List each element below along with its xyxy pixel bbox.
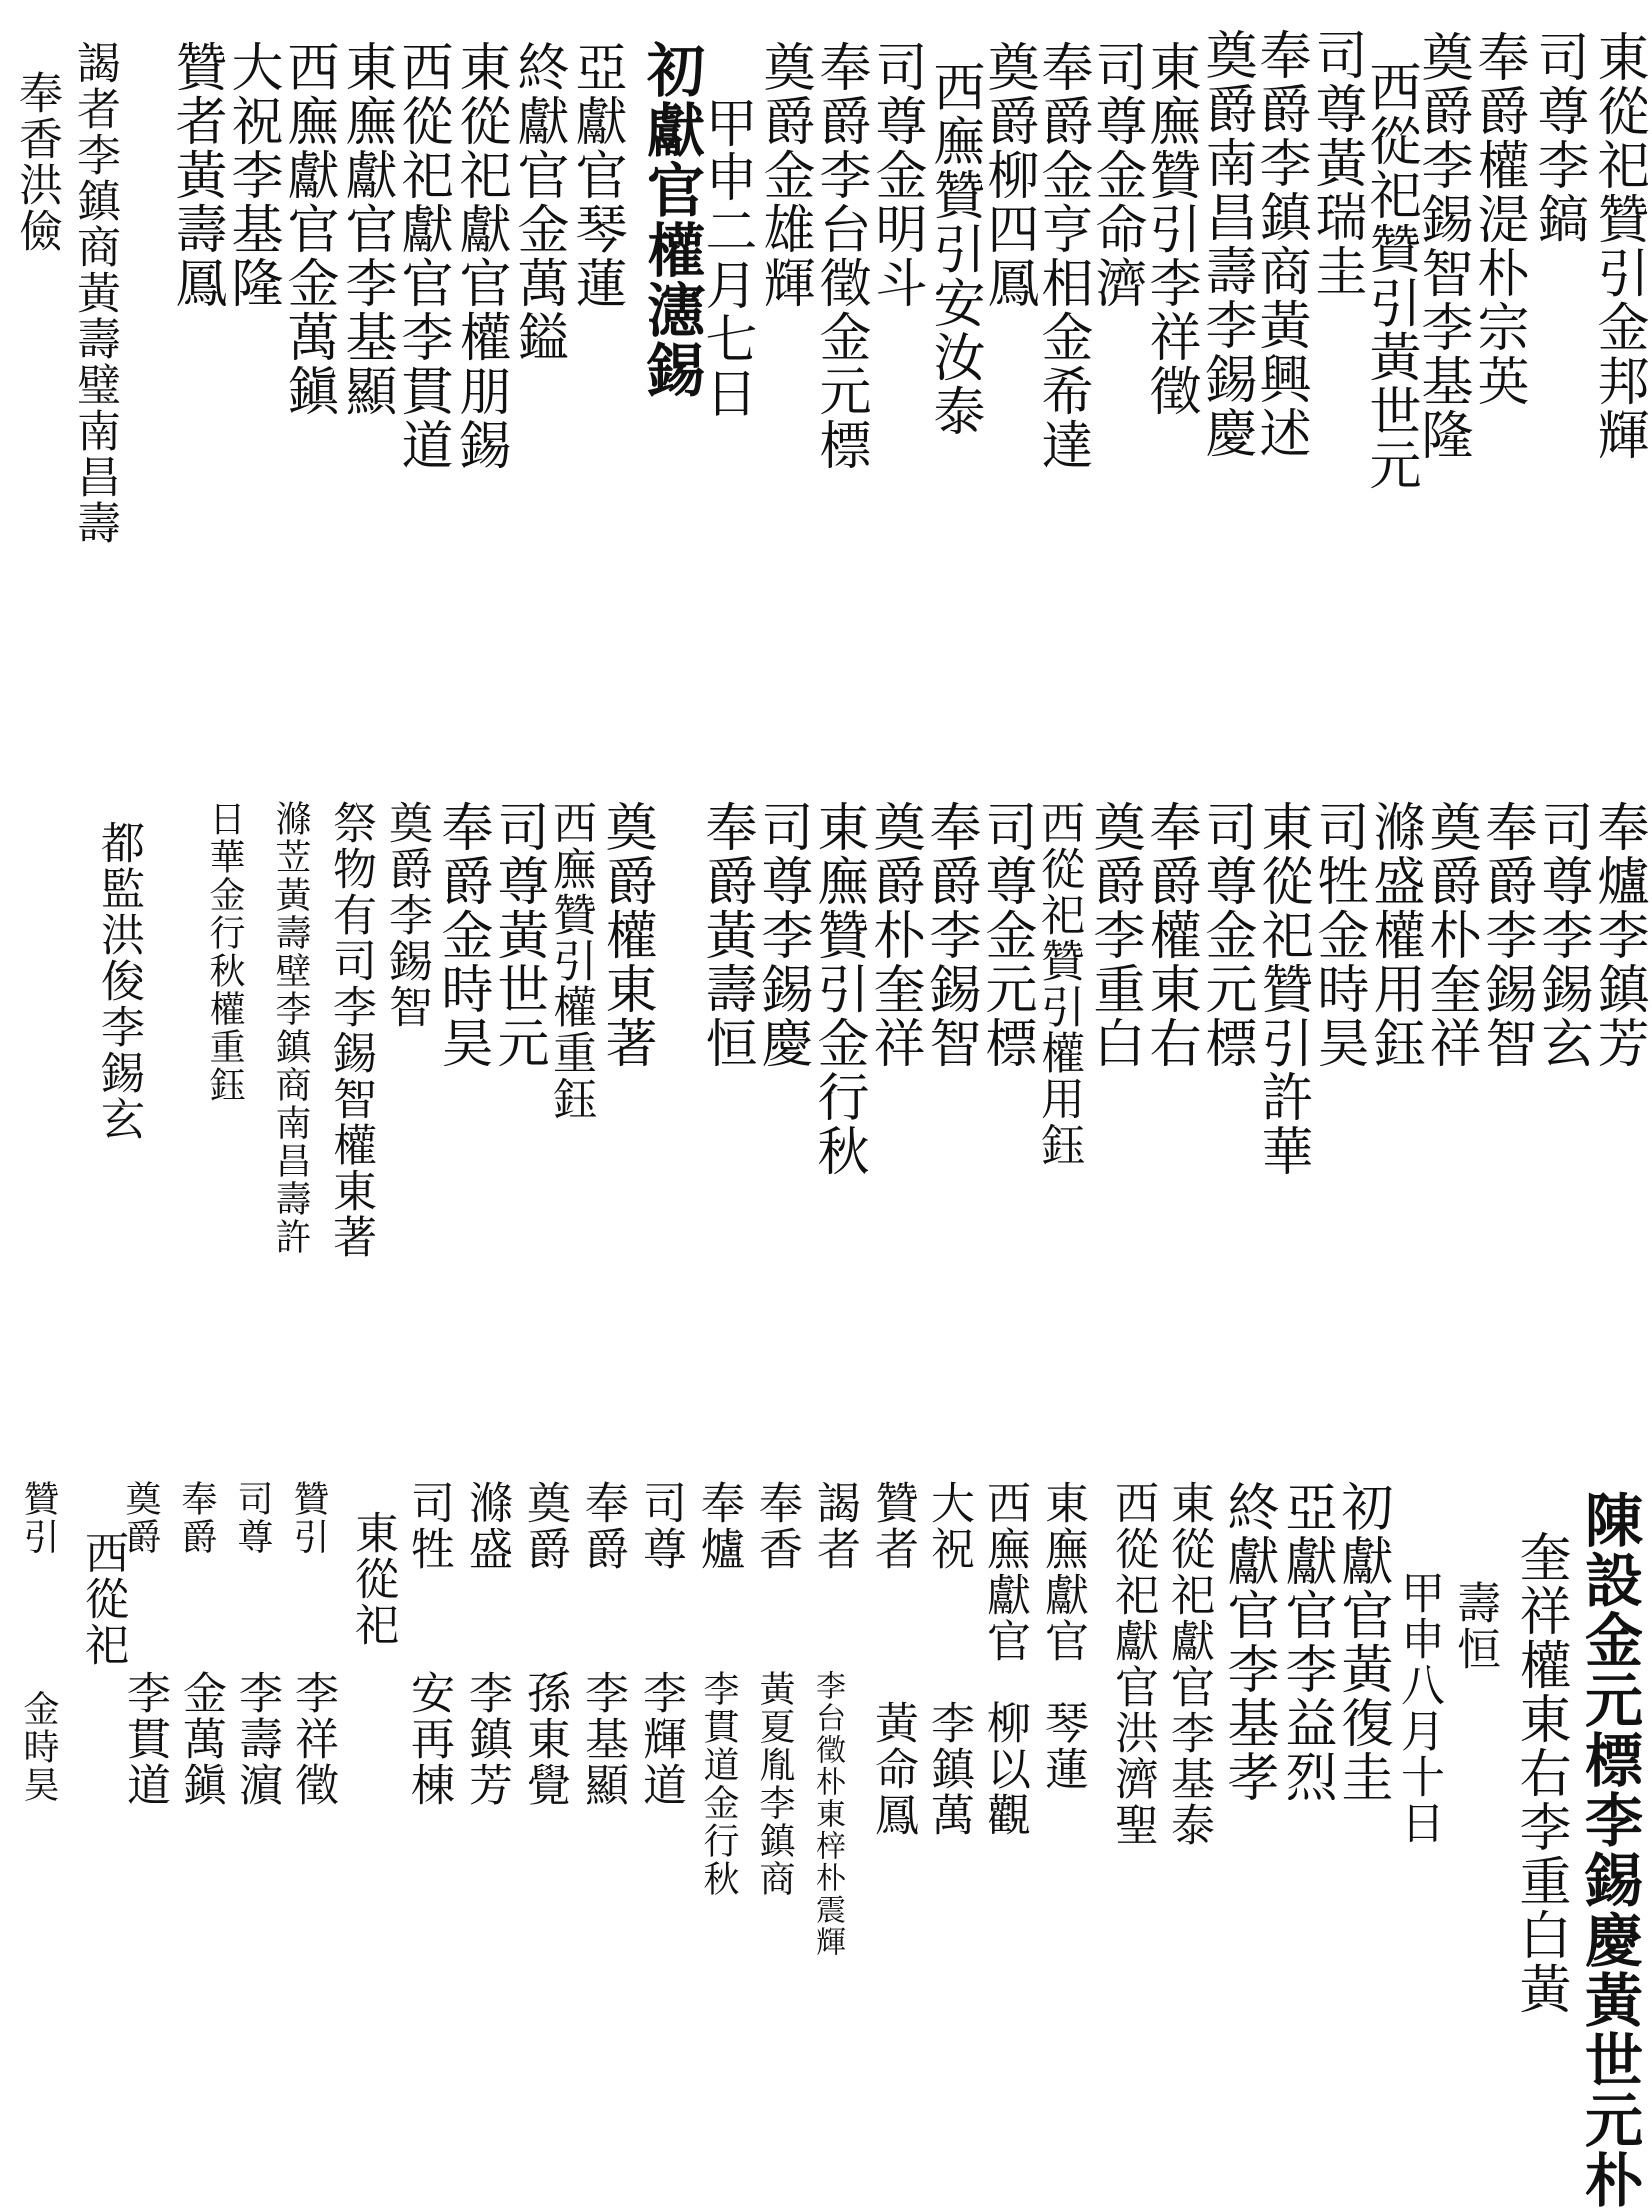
role-label: 司牲 bbox=[403, 1480, 454, 1572]
roster-column: 大祝李基隆 bbox=[222, 40, 282, 310]
name-entry: 金萬鎭 bbox=[175, 1670, 226, 1808]
role-label: 奠爵 bbox=[120, 1480, 161, 1556]
roster-column: 司尊金元標 bbox=[1196, 800, 1256, 1070]
ceremony-roster-aug bbox=[0, 1470, 1652, 2210]
roster-column: 陳設金元標李錫慶黃世元朴 bbox=[1575, 1490, 1643, 2210]
name-entry: 李祥徵 bbox=[287, 1670, 338, 1808]
roster-column: 東廡贊引金行秋 bbox=[808, 800, 868, 1178]
role-label: 贊引 bbox=[288, 1480, 329, 1556]
roster-column: 司尊李鎬 bbox=[1528, 30, 1588, 246]
date-heading: 甲申二月七日 bbox=[696, 96, 756, 420]
roster-column: 贊者黃壽鳳 bbox=[166, 40, 226, 310]
roster-column: 司尊黃瑞圭 bbox=[1306, 28, 1366, 298]
role-label: 大祝 bbox=[923, 1480, 974, 1572]
role-label: 奉爵 bbox=[176, 1480, 217, 1556]
roster-column: 奉爵李鎮商黃興述 bbox=[1250, 28, 1310, 460]
name-entry: 李貫道 bbox=[119, 1670, 170, 1808]
roster-column: 初獻官黃復圭 bbox=[1332, 1480, 1392, 1804]
name-entry: 李貫道金行秋 bbox=[698, 1670, 739, 1898]
name-entry: 金時昊 bbox=[18, 1690, 59, 1804]
role-label: 奠爵 bbox=[519, 1480, 570, 1572]
roster-column: 東從祀贊引金邦輝 bbox=[1588, 30, 1648, 462]
roster-column: 奠爵柳四鳳 bbox=[978, 40, 1038, 310]
name-entry: 李壽濵 bbox=[231, 1670, 282, 1808]
roster-column: 奉爵金時昊 bbox=[432, 800, 492, 1070]
roster-column: 謁者李鎮商黃壽璧南昌壽 bbox=[69, 40, 120, 546]
role-label: 奉香 bbox=[751, 1480, 802, 1572]
role-label: 贊者 bbox=[867, 1480, 918, 1572]
roster-column: 奉爐李鎮芳 bbox=[1588, 800, 1648, 1070]
name-entry: 李鎮芳 bbox=[461, 1670, 512, 1808]
role-label: 司尊 bbox=[635, 1480, 686, 1572]
role-label: 奉爐 bbox=[693, 1480, 744, 1572]
roster-column: 司尊李錫慶 bbox=[752, 800, 812, 1070]
role-label: 贊引 bbox=[18, 1480, 59, 1556]
roster-column: 奠爵李錫智李基隆 bbox=[1412, 30, 1472, 462]
roster-column: 司尊李錫玄 bbox=[1532, 800, 1592, 1070]
name-entry: 孫東覺 bbox=[519, 1670, 570, 1808]
roster-column: 奠爵權東著 bbox=[596, 800, 656, 1070]
roster-column: 終獻官李基孝 bbox=[1218, 1480, 1278, 1804]
roster-column: 奉爵黃壽恒 bbox=[696, 800, 756, 1070]
roster-column: 東從祀贊引許華 bbox=[1252, 800, 1312, 1178]
role-label: 西廡獻官 bbox=[979, 1480, 1030, 1664]
roster-column: 西從祀贊引權用鈺 bbox=[1033, 800, 1084, 1168]
section-label: 東從祀 bbox=[347, 1510, 398, 1648]
roster-column: 司尊黃世元 bbox=[488, 800, 548, 1070]
roster-column: 奠爵金雄輝 bbox=[754, 40, 814, 310]
roster-column: 奉爵李錫智 bbox=[1476, 800, 1536, 1070]
role-label: 奉爵 bbox=[577, 1480, 628, 1572]
roster-column: 東從祀獻官李基泰 bbox=[1163, 1480, 1214, 1848]
section-label: 西從祀 bbox=[77, 1530, 128, 1668]
roster-column: 初獻官權瀗錫 bbox=[637, 40, 705, 400]
roster-column: 奎祥權東右李重白黃 bbox=[1510, 1530, 1570, 2016]
role-label: 東廡獻官 bbox=[1037, 1480, 1088, 1664]
role-label: 謁者 bbox=[809, 1480, 860, 1572]
roster-column: 奠爵南昌壽李錫慶 bbox=[1196, 28, 1256, 460]
role-label: 滌盛 bbox=[461, 1480, 512, 1572]
name-entry: 黃夏胤李鎮商 bbox=[754, 1670, 795, 1898]
roster-column: 亞獻官李益烈 bbox=[1276, 1480, 1336, 1804]
name-entry: 李台徵朴東梓朴震輝 bbox=[810, 1670, 845, 1958]
roster-column: 司牲金時昊 bbox=[1308, 800, 1368, 1070]
roster-column: 奉爵權湜朴宗英 bbox=[1468, 30, 1528, 408]
roster-column: 奉爵李台徵金元標 bbox=[810, 40, 870, 472]
roster-column: 奠爵李重白 bbox=[1084, 800, 1144, 1070]
roster-column: 司尊金命濟 bbox=[1086, 40, 1146, 310]
roster-column: 奠爵李錫智 bbox=[381, 800, 432, 1030]
roster-column: 西廡贊引安汝泰 bbox=[924, 60, 984, 438]
ceremony-roster-feb bbox=[0, 0, 1652, 720]
name-entry: 柳以觀 bbox=[979, 1700, 1030, 1838]
name-entry: 李基顯 bbox=[577, 1670, 628, 1808]
roster-column: 東廡獻官李基顯 bbox=[336, 40, 396, 418]
roster-column: 壽恒 bbox=[1449, 1580, 1500, 1672]
name-entry: 李鎮萬 bbox=[923, 1700, 974, 1838]
roster-column: 祭物有司李錫智權東著 bbox=[325, 800, 376, 1260]
roster-column: 奉爵金亨相金希達 bbox=[1032, 40, 1092, 472]
roster-column: 西廡贊引權重鈺 bbox=[545, 800, 596, 1122]
roster-column: 奉香洪儉 bbox=[11, 70, 62, 254]
roster-column: 終獻官金萬鎰 bbox=[508, 40, 568, 364]
roster-column: 亞獻官琴蓮 bbox=[566, 40, 626, 310]
roster-column: 東廡贊引李祥徵 bbox=[1140, 40, 1200, 418]
roster-column: 奉爵權東右 bbox=[1140, 800, 1200, 1070]
roster-column: 滌盛權用鈺 bbox=[1364, 800, 1424, 1070]
name-entry: 黃命鳳 bbox=[867, 1700, 918, 1838]
roster-column: 西從祀獻官洪濟聖 bbox=[1107, 1480, 1158, 1848]
roster-column: 奠爵朴奎祥 bbox=[1420, 800, 1480, 1070]
roster-column: 西廡獻官金萬鎭 bbox=[278, 40, 338, 418]
date-heading: 甲申八月十日 bbox=[1393, 1570, 1444, 1846]
name-entry: 琴蓮 bbox=[1037, 1700, 1088, 1792]
ceremony-roster-officials bbox=[0, 760, 1652, 1400]
roster-column: 西從祀獻官李貫道 bbox=[392, 40, 452, 472]
roster-column: 東從祀獻官權朋錫 bbox=[450, 40, 510, 472]
roster-column: 西從祀贊引黃世元 bbox=[1360, 60, 1420, 492]
roster-column: 滌苙黃壽壁李鎮商南昌壽許 bbox=[270, 800, 311, 1256]
name-entry: 李輝道 bbox=[635, 1670, 686, 1808]
roster-column: 司尊金元標 bbox=[976, 800, 1036, 1070]
role-label: 司尊 bbox=[232, 1480, 273, 1556]
name-entry: 安再棟 bbox=[403, 1670, 454, 1808]
roster-column: 奠爵朴奎祥 bbox=[864, 800, 924, 1070]
roster-column: 都監洪俊李錫玄 bbox=[93, 820, 144, 1142]
roster-column: 奉爵李錫智 bbox=[920, 800, 980, 1070]
roster-column: 司尊金明斗 bbox=[866, 40, 926, 310]
roster-column: 日華金行秋權重鈺 bbox=[204, 800, 245, 1104]
